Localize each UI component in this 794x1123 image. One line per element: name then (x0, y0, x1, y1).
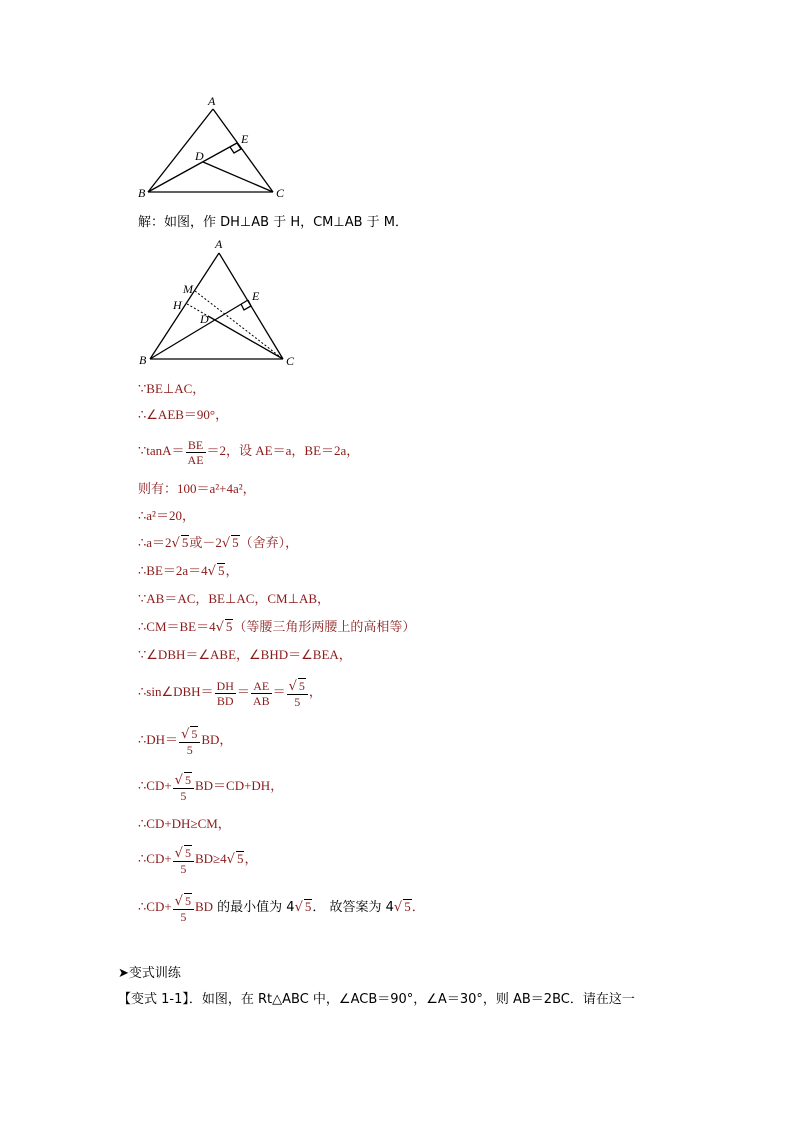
label-B: B (138, 186, 146, 200)
step-5: ∴a²＝20， (138, 508, 195, 523)
label-D: D (200, 312, 209, 326)
label-H: H (173, 298, 182, 312)
label-B: B (139, 353, 147, 367)
step-13: ∴CD+ $\frac{√ 5}{5}$ BD＝CD+DH， (138, 772, 284, 803)
step-9: ∴CM＝BE＝4√ 5（等腰三角形两腰上的高相等） (138, 619, 416, 635)
step-15: ∴CD+ $\frac{√ 5}{5}$ BD≥4√ 5， (138, 845, 258, 876)
step-10: ∵∠DBH＝∠ABE，∠BHD＝∠BEA， (138, 647, 352, 662)
step-1: ∵BE⊥AC， (138, 381, 206, 396)
segment-AB (150, 253, 219, 359)
label-E: E (252, 289, 260, 303)
figure-triangle-1 (130, 92, 300, 204)
label-A: A (215, 237, 223, 251)
label-M: M (183, 282, 193, 296)
segment-BE (148, 143, 237, 192)
segment-BE (150, 300, 248, 359)
step-4: 则有：100＝a²+4a²， (138, 481, 256, 496)
step-7: ∴BE＝2a＝4√ 5， (138, 563, 239, 579)
segment-DC (208, 316, 283, 359)
step-3: ∵tanA＝ $\frac{BE}{AE}$ ＝2，设 AE＝a，BE＝2a， (138, 437, 360, 467)
variant-header: ➤变式训练 (118, 966, 181, 981)
step-2: ∴∠AEB＝90°， (138, 407, 229, 422)
step-6: ∴a＝2√ 5或－2√ 5（舍弃）， (138, 535, 299, 551)
step-11: ∴sin∠DBH＝ $\frac{DH}{BD}$ ＝ $\frac{AE}{AB}$ ＝ $\frac{√ 5}{5}$ ， (138, 678, 322, 709)
label-C: C (286, 354, 295, 368)
step-8: ∵AB＝AC，BE⊥AC，CM⊥AB， (138, 591, 330, 606)
step-12: ∴DH＝ $\frac{√ 5}{5}$ BD， (138, 726, 233, 757)
step-16: ∴CD+ $\frac{√ 5}{5}$ BD 的最小值为 4√ 5． 故答案为 4√ 5． (138, 893, 425, 924)
variant-text: 【变式 1-1】．如图，在 Rt△ABC 中，∠ACB＝90°，∠A＝30°，则 AB＝2BC．请在这一 (118, 992, 635, 1007)
step-14: ∴CD+DH≥CM， (138, 816, 231, 831)
label-D: D (195, 149, 204, 163)
label-E: E (241, 132, 249, 146)
figure-triangle-2 (130, 236, 305, 371)
label-A: A (208, 94, 216, 108)
fraction-BE-AE: $\frac{BE}{AE}$ (187, 437, 204, 467)
solution-intro: 解：如图，作 DH⊥AB 于 H，CM⊥AB 于 M． (138, 215, 409, 230)
label-C: C (276, 186, 285, 200)
